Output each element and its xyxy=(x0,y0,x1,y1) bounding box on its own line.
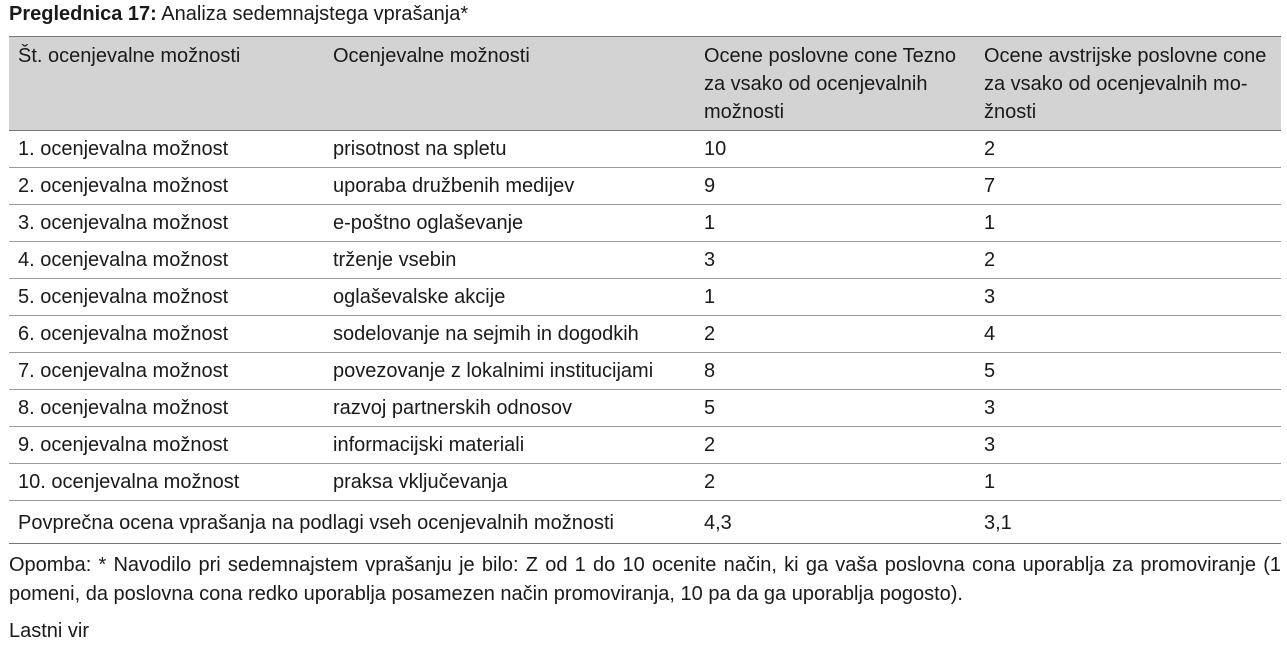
option-cell: e-poštno oglaševanje xyxy=(333,212,524,234)
option-number-cell: 6. ocenjevalna možnost xyxy=(18,323,229,345)
tezno-score-cell: 5 xyxy=(704,397,716,419)
austria-score-cell: 1 xyxy=(984,212,996,234)
austria-score-cell: 7 xyxy=(984,175,996,197)
tezno-score-cell: 3 xyxy=(704,249,716,271)
header-tezno-score: Ocene poslovne cone Tezno za vsako od ocenjevalnih možnosti xyxy=(704,45,957,123)
option-number-cell: 2. ocenjevalna možnost xyxy=(18,175,229,197)
table-title: Analiza sedemnajstega vprašanja* xyxy=(156,3,469,25)
header-austria-score: Ocene avstrijske poslovne cone za vsako od ocenjevalnih mo-žnosti xyxy=(984,45,1267,123)
tezno-score-cell: 8 xyxy=(704,360,716,382)
table-row xyxy=(9,316,1281,353)
austria-score-cell: 1 xyxy=(984,471,996,493)
table-row xyxy=(9,390,1281,427)
option-number-cell: 8. ocenjevalna možnost xyxy=(18,397,229,419)
tezno-score-cell: 1 xyxy=(704,212,716,234)
table-body xyxy=(9,131,1281,544)
table-row xyxy=(9,279,1281,316)
table-row xyxy=(9,427,1281,464)
header-option-number: Št. ocenjevalne možnosti xyxy=(18,45,241,67)
option-number-cell: 10. ocenjevalna možnost xyxy=(18,471,240,493)
austria-score-cell: 2 xyxy=(984,249,996,271)
header-row xyxy=(9,37,1281,131)
data-table xyxy=(9,36,1281,544)
table-note: Opomba: * Navodilo pri sedemnajstem vprašanju je bilo: Z od 1 do 10 ocenite način, ki ga vaša poslovna cona uporablja za promoviranje (1 pomeni, da poslovna cona redko uporablja posamezen način promoviranja, 10 pa da ga uporablja pogosto). xyxy=(9,554,1281,605)
option-number-cell: 1. ocenjevalna možnost xyxy=(18,138,229,160)
average-label: Povprečna ocena vprašanja na podlagi vseh ocenjevalnih možnosti xyxy=(18,512,614,534)
option-cell: povezovanje z lokalnimi institucijami xyxy=(333,360,654,382)
table-row xyxy=(9,205,1281,242)
table-row xyxy=(9,168,1281,205)
austria-score-cell: 3 xyxy=(984,397,996,419)
austria-score-cell: 3 xyxy=(984,286,996,308)
tezno-score-cell: 2 xyxy=(704,471,716,493)
option-cell: sodelovanje na sejmih in dogodkih xyxy=(333,323,639,345)
austria-score-cell: 2 xyxy=(984,138,996,160)
option-cell: praksa vključevanja xyxy=(333,471,508,493)
table-row xyxy=(9,464,1281,501)
option-number-cell: 9. ocenjevalna možnost xyxy=(18,434,229,456)
tezno-score-cell: 9 xyxy=(704,175,716,197)
tezno-score-cell: 2 xyxy=(704,434,716,456)
average-tezno: 4,3 xyxy=(704,512,732,534)
tezno-score-cell: 10 xyxy=(704,138,727,160)
table-row xyxy=(9,353,1281,390)
option-number-cell: 4. ocenjevalna možnost xyxy=(18,249,229,271)
table-number: Preglednica 17: xyxy=(9,3,157,25)
austria-score-cell: 5 xyxy=(984,360,996,382)
austria-score-cell: 3 xyxy=(984,434,996,456)
option-number-cell: 5. ocenjevalna možnost xyxy=(18,286,229,308)
tezno-score-cell: 1 xyxy=(704,286,716,308)
average-row xyxy=(9,501,1281,544)
option-cell: informacijski materiali xyxy=(333,434,525,456)
table-row xyxy=(9,242,1281,279)
option-cell: oglaševalske akcije xyxy=(333,286,506,308)
option-cell: trženje vsebin xyxy=(333,249,457,271)
table-row xyxy=(9,131,1281,168)
average-austria: 3,1 xyxy=(984,512,1012,534)
table-caption xyxy=(9,2,468,26)
option-number-cell: 3. ocenjevalna možnost xyxy=(18,212,229,234)
option-cell: razvoj partnerskih odnosov xyxy=(333,397,573,419)
table-source: Lastni vir xyxy=(9,620,90,642)
option-number-cell: 7. ocenjevalna možnost xyxy=(18,360,229,382)
option-cell: prisotnost na spletu xyxy=(333,138,507,160)
header-option: Ocenjevalne možnosti xyxy=(333,45,530,67)
tezno-score-cell: 2 xyxy=(704,323,716,345)
option-cell: uporaba družbenih medijev xyxy=(333,175,575,197)
austria-score-cell: 4 xyxy=(984,323,996,345)
